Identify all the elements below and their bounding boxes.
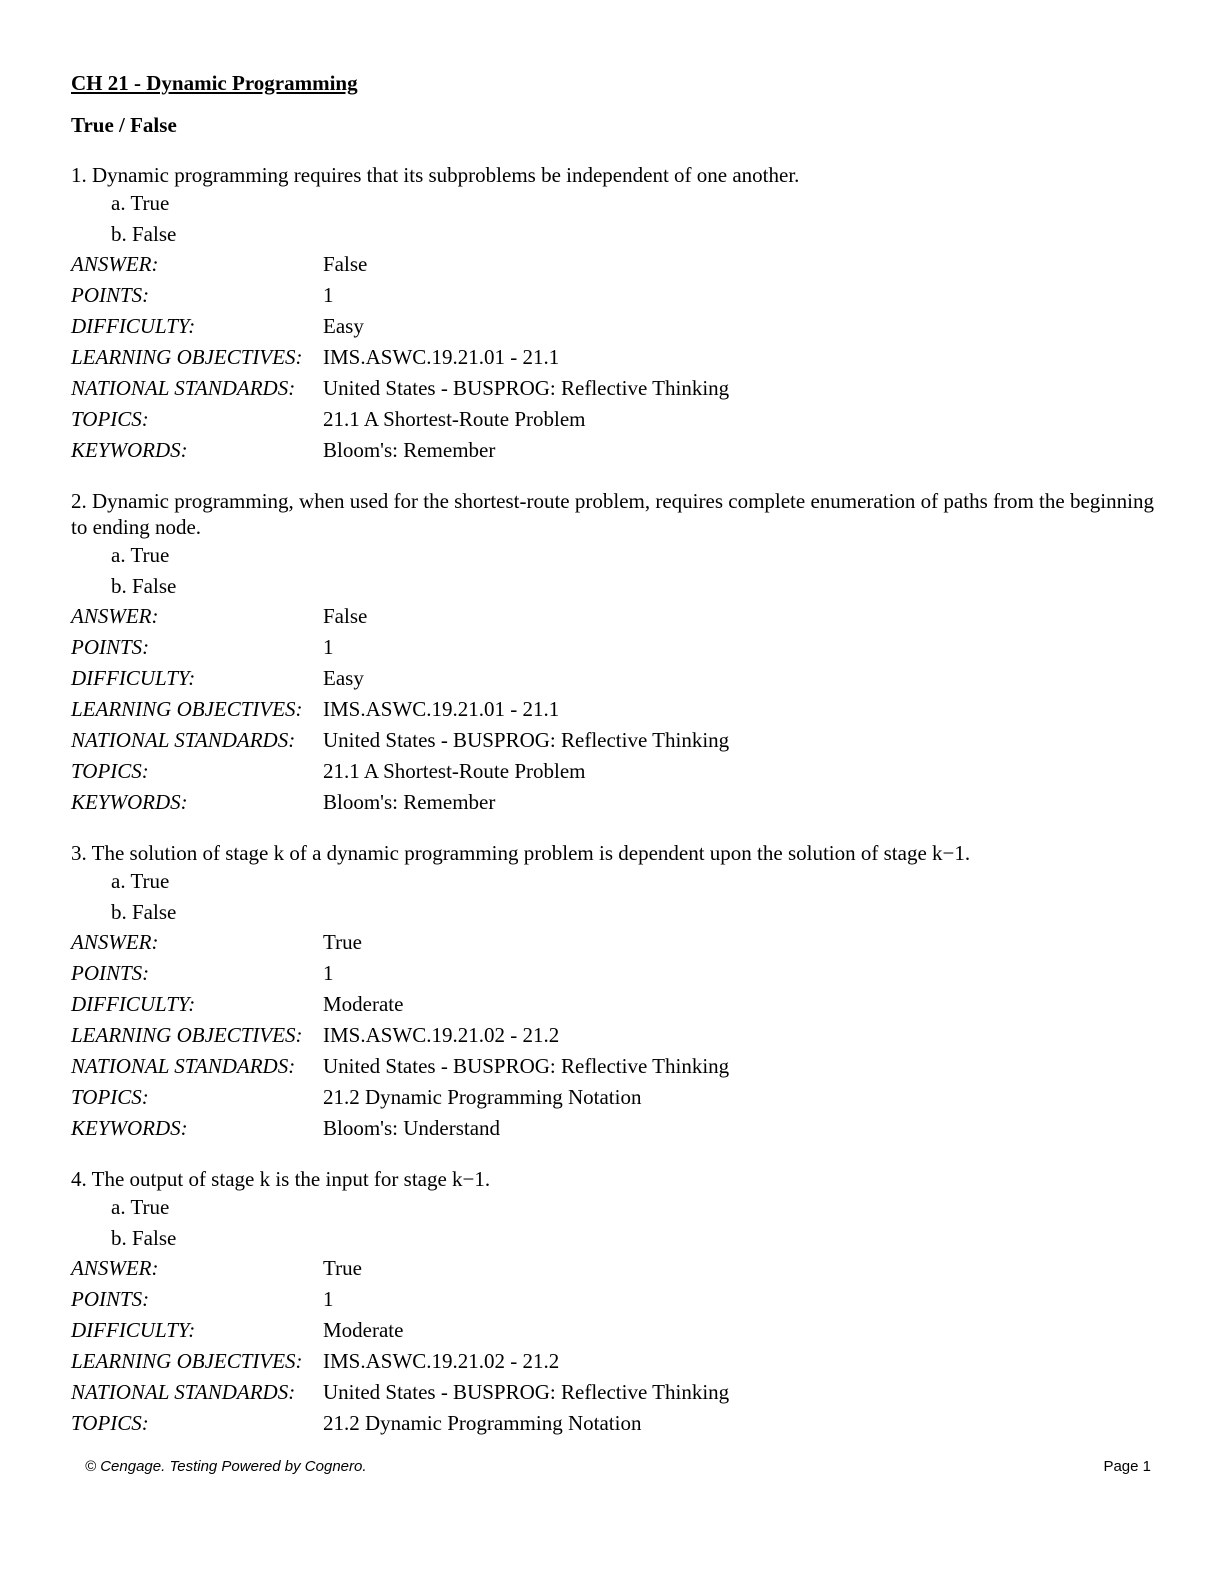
option-false: b. False [111, 221, 177, 246]
learning-objectives-label: LEARNING OBJECTIVES: [71, 1023, 303, 1047]
topics-row [71, 1082, 1161, 1113]
difficulty-row [71, 311, 1161, 342]
question-stem: 3. The solution of stage k of a dynamic programming problem is dependent upon the solution of stage k−1. [71, 841, 971, 865]
topics-value: 21.2 Dynamic Programming Notation [323, 1411, 642, 1435]
keywords-label: KEYWORDS: [71, 1116, 188, 1140]
keywords-row [71, 1113, 1161, 1144]
national-standards-label: NATIONAL STANDARDS: [71, 1380, 296, 1404]
keywords-row [71, 435, 1161, 466]
option-true: a. True [111, 191, 170, 215]
answer-label: ANSWER: [71, 1256, 159, 1280]
learning-objectives-label: LEARNING OBJECTIVES: [71, 697, 303, 721]
learning-objectives-label: LEARNING OBJECTIVES: [71, 345, 303, 369]
learning-objectives-value: IMS.ASWC.19.21.01 - 21.1 [323, 345, 560, 369]
national-standards-row [71, 1377, 1161, 1408]
keywords-value: Bloom's: Understand [323, 1116, 501, 1140]
learning-objectives-value: IMS.ASWC.19.21.02 - 21.2 [323, 1349, 560, 1373]
question-3 [71, 840, 1161, 1144]
question-4 [71, 1166, 1161, 1439]
difficulty-row [71, 1315, 1161, 1346]
national-standards-value: United States - BUSPROG: Reflective Thinking [323, 1380, 730, 1404]
answer-options [71, 866, 1161, 927]
keywords-label: KEYWORDS: [71, 438, 188, 462]
section-title: True / False [71, 113, 177, 137]
question-metadata [71, 1253, 1161, 1439]
answer-row [71, 601, 1161, 632]
question-metadata [71, 249, 1161, 466]
difficulty-value: Moderate [323, 992, 404, 1016]
national-standards-label: NATIONAL STANDARDS: [71, 1054, 296, 1078]
topics-label: TOPICS: [71, 1411, 149, 1435]
answer-label: ANSWER: [71, 252, 159, 276]
topics-label: TOPICS: [71, 1085, 149, 1109]
points-value: 1 [323, 1287, 334, 1311]
keywords-value: Bloom's: Remember [323, 438, 496, 462]
topics-value: 21.1 A Shortest-Route Problem [323, 759, 586, 783]
topics-row [71, 1408, 1161, 1439]
keywords-label: KEYWORDS: [71, 790, 188, 814]
points-row [71, 280, 1161, 311]
difficulty-row [71, 989, 1161, 1020]
option-true: a. True [111, 869, 170, 893]
question-metadata [71, 601, 1161, 818]
answer-options [71, 540, 1161, 601]
difficulty-label: DIFFICULTY: [71, 992, 196, 1016]
difficulty-row [71, 663, 1161, 694]
answer-label: ANSWER: [71, 930, 159, 954]
answer-row [71, 1253, 1161, 1284]
answer-value: True [323, 930, 362, 954]
question-2 [71, 488, 1161, 818]
learning-objectives-label: LEARNING OBJECTIVES: [71, 1349, 303, 1373]
national-standards-row [71, 1051, 1161, 1082]
difficulty-label: DIFFICULTY: [71, 666, 196, 690]
question-metadata [71, 927, 1161, 1144]
option-true: a. True [111, 543, 170, 567]
learning-objectives-row [71, 694, 1161, 725]
answer-row [71, 927, 1161, 958]
keywords-row [71, 787, 1161, 818]
learning-objectives-value: IMS.ASWC.19.21.01 - 21.1 [323, 697, 560, 721]
topics-value: 21.2 Dynamic Programming Notation [323, 1085, 642, 1109]
national-standards-label: NATIONAL STANDARDS: [71, 728, 296, 752]
answer-options [71, 188, 1161, 249]
question-1 [71, 162, 1161, 466]
keywords-value: Bloom's: Remember [323, 790, 496, 814]
answer-options [71, 1192, 1161, 1253]
points-value: 1 [323, 635, 334, 659]
learning-objectives-row [71, 1020, 1161, 1051]
option-true: a. True [111, 1195, 170, 1219]
topics-label: TOPICS: [71, 759, 149, 783]
difficulty-value: Easy [323, 314, 364, 338]
difficulty-value: Moderate [323, 1318, 404, 1342]
question-stem: 1. Dynamic programming requires that its subproblems be independent of one another. [71, 163, 800, 187]
answer-row [71, 249, 1161, 280]
document-page [71, 68, 1161, 1439]
question-stem: 4. The output of stage k is the input for stage k−1. [71, 1167, 491, 1191]
answer-value: False [323, 252, 368, 276]
difficulty-label: DIFFICULTY: [71, 1318, 196, 1342]
learning-objectives-value: IMS.ASWC.19.21.02 - 21.2 [323, 1023, 560, 1047]
points-value: 1 [323, 961, 334, 985]
difficulty-value: Easy [323, 666, 364, 690]
points-label: POINTS: [71, 1287, 150, 1311]
points-row [71, 632, 1161, 663]
learning-objectives-row [71, 342, 1161, 373]
national-standards-row [71, 725, 1161, 756]
topics-value: 21.1 A Shortest-Route Problem [323, 407, 586, 431]
copyright-notice: © Cengage. Testing Powered by Cognero. [85, 1458, 367, 1475]
difficulty-label: DIFFICULTY: [71, 314, 196, 338]
answer-value: False [323, 604, 368, 628]
question-stem: 2. Dynamic programming, when used for the shortest-route problem, requires complete enumeration of paths from the beginning to ending node. [71, 489, 1154, 539]
option-false: b. False [111, 573, 177, 598]
points-row [71, 1284, 1161, 1315]
points-row [71, 958, 1161, 989]
topics-label: TOPICS: [71, 407, 149, 431]
national-standards-value: United States - BUSPROG: Reflective Thinking [323, 376, 730, 400]
topics-row [71, 404, 1161, 435]
national-standards-value: United States - BUSPROG: Reflective Thinking [323, 728, 730, 752]
page-number: Page 1 [1103, 1458, 1151, 1475]
answer-label: ANSWER: [71, 604, 159, 628]
option-false: b. False [111, 1225, 177, 1250]
national-standards-row [71, 373, 1161, 404]
points-value: 1 [323, 283, 334, 307]
learning-objectives-row [71, 1346, 1161, 1377]
points-label: POINTS: [71, 961, 150, 985]
points-label: POINTS: [71, 635, 150, 659]
topics-row [71, 756, 1161, 787]
points-label: POINTS: [71, 283, 150, 307]
chapter-title: CH 21 - Dynamic Programming [71, 71, 358, 95]
answer-value: True [323, 1256, 362, 1280]
national-standards-value: United States - BUSPROG: Reflective Thinking [323, 1054, 730, 1078]
page-footer [85, 1458, 1151, 1475]
national-standards-label: NATIONAL STANDARDS: [71, 376, 296, 400]
option-false: b. False [111, 899, 177, 924]
